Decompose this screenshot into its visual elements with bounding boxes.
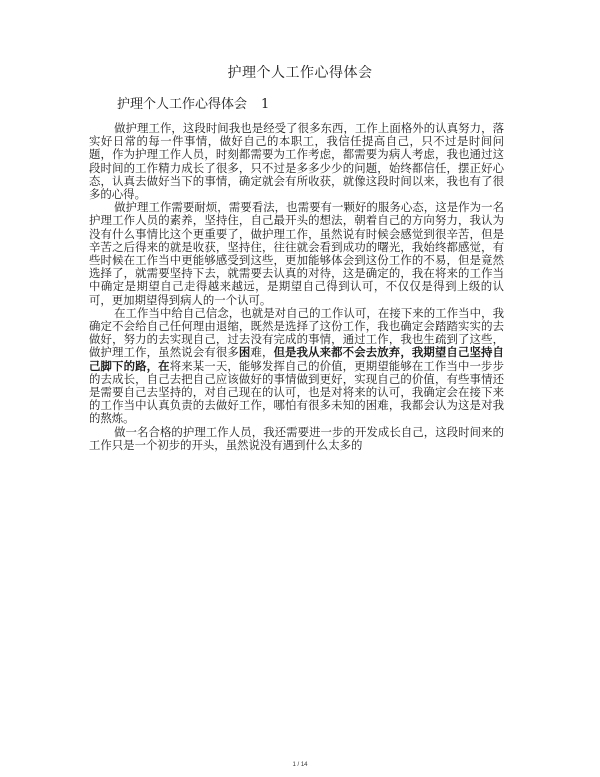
section-heading xyxy=(117,93,269,112)
document-title: 护理个人工作心得体会 xyxy=(227,65,373,81)
paragraph-2: 做护理工作需要耐烦，需要看法，也需要有一颗好的服务心态，这是作为一名护理工作人员的素养，坚持住，自己最开头的想法，朝着自己的方向努力，我认为没有什么事情比这个更重要了，做护理工作，虽然说有时候会感觉到很辛苦，但是辛苦之后得来的就是收获，坚持住，往往就会看到成功的曙光，我始终都感觉，有些时候在工作当中更能够感受到这些，更加能够体会到这份工作的不易，但是竟然选择了，就需要坚持下去，就需要去认真的对待，这是确定的，我在将来的工作当中确定是期望自己走得越来越远，是期望自己得到认可，不仅仅是得到上级的认可，更加期望得到病人的一个认可。 xyxy=(89,200,504,307)
paragraph-3-text-start: 在工作当中给自己信念，也就是对自己的工作认可，在接下来的工作当中，我确定不会给自己任何理由退缩，既然是选择了这份工作，我也确定会踏踏实实的去做好，努力的去实现自己，过去没有完成的事情，通过工作，我也生疏到了这些，做护理工作，虽然说会有很多 xyxy=(89,305,504,360)
page-number: 1 / 14 xyxy=(292,762,308,768)
paragraph-1: 做护理工作，这段时间我也是经受了很多东西，工作上面格外的认真努力，落实好日常的每一件事情，做好自己的本职工，我信任提高自己，只不过是时间问题，作为护理工作人员，时刻都需要为工作考虑，都需要为病人考虑，我也通过这段时间的工作精力成长了很多，只不过是多多少少的问题，始终都信任，摆正好心态，认真去做好当下的事情，确定就会有所收获，就像这段时间以来，我也有了很多的心得。 xyxy=(89,121,504,202)
paragraph-4: 做一名合格的护理工作人员，我还需要进一步的开发成长自己，这段时间来的工作只是一个初步的开头，虽然说没有遇到什么太多的 xyxy=(89,424,504,452)
paragraph-3-bold-2: 但是我从来都不会去放弃，我期望自己坚持自己脚下的路，在 xyxy=(89,345,504,373)
paragraph-3-normal-1: 难， xyxy=(250,345,274,360)
section-number: 1 xyxy=(261,97,270,112)
document-body xyxy=(89,122,504,452)
paragraph-3-bold-1: 困 xyxy=(238,345,251,360)
paragraph-3 xyxy=(89,307,504,426)
paragraph-3-text-end: 将来某一天，能够发挥自己的价值，更期望能够在工作当中一步步的去成长，自己去把自己应该做好的事情做到更好，实现自己的价值，有些事情还是需要自己去坚持的，对自己现在的认可，也是对将来的认可，我确定会在接下来的工作当中认真负责的去做好工作，哪怕有很多未知的困难，我都会认为这是对我的熬炼。 xyxy=(89,358,504,426)
section-heading-text: 护理个人工作心得体会 xyxy=(117,97,248,112)
